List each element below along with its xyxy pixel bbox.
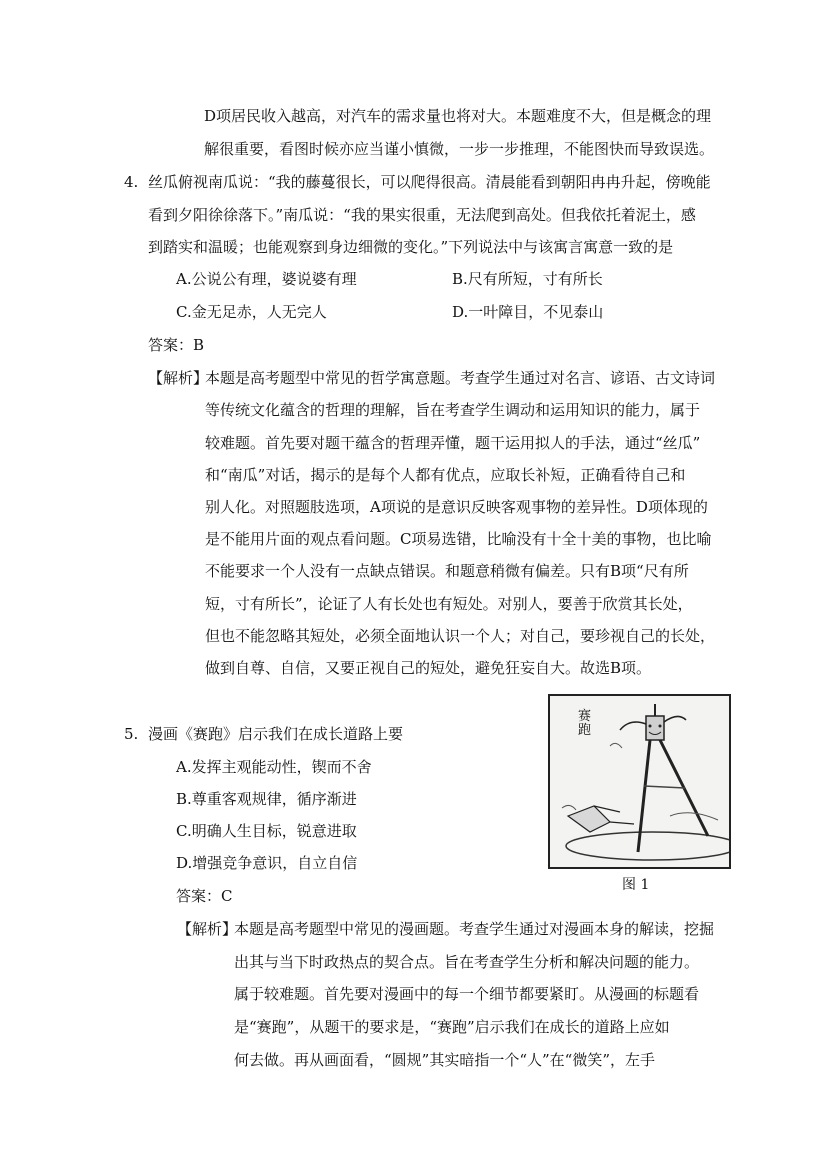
q4-option-d: D.一叶障目，不见泰山 (452, 303, 604, 321)
q3-analysis-line: D项居民收入越高，对汽车的需求量也将对大。本题难度不大，但是概念的理 (204, 107, 712, 125)
q5-option-a: A.发挥主观能动性，锲而不舍 (176, 758, 372, 776)
q5-analysis-line: 出其与当下时政热点的契合点。旨在考查学生分析和解决问题的能力。 (234, 953, 700, 971)
q4-analysis-line: 别人化。对照题肢选项，A项说的是意识反映客观事物的差异性。D项体现的 (205, 498, 708, 516)
q4-analysis-line: 但也不能忽略其短处，必须全面地认识一个人；对自己，要珍视自己的长处， (205, 627, 716, 645)
q4-number: 4. (124, 173, 139, 191)
q5-option-d: D.增强竞争意识，自立自信 (176, 854, 358, 872)
q5-analysis-label: 【解析】 (177, 920, 238, 938)
q5-stem: 漫画《赛跑》启示我们在成长道路上要 (148, 725, 404, 743)
q4-analysis-line: 较难题。首先要对题干蕴含的哲理弄懂，题干运用拟人的手法，通过“丝瓜” (205, 434, 701, 452)
q4-analysis-line: 和“南瓜”对话，揭示的是每个人都有优点，应取长补短，正确看待自己和 (205, 466, 686, 484)
q5-analysis-line: 是“赛跑”，从题干的要求是，“赛跑”启示我们在成长的道路上应如 (234, 1018, 670, 1036)
q4-analysis-line: 不能要求一个人没有一点缺点错误。和题意稍微有偏差。只有B项“尺有所 (205, 562, 689, 580)
cartoon-title: 赛跑 (578, 709, 592, 738)
q5-analysis-line: 本题是高考题型中常见的漫画题。考查学生通过对漫画本身的解读，挖掘 (234, 920, 715, 938)
q5-analysis-line: 何去做。再从画面看，“圆规”其实暗指一个“人”在“微笑”，左手 (234, 1051, 656, 1069)
q4-analysis-label: 【解析】 (148, 369, 209, 387)
q5-option-b: B.尊重客观规律，循序渐进 (176, 790, 357, 808)
q5-option-c: C.明确人生目标，锐意进取 (176, 822, 357, 840)
q4-answer: 答案：B (148, 336, 205, 354)
q4-option-c: C.金无足赤，人无完人 (176, 303, 327, 321)
q5-answer: 答案：C (176, 887, 233, 905)
q4-analysis-line: 本题是高考题型中常见的哲学寓意题。考查学生通过对名言、谚语、古文诗词 (205, 369, 716, 387)
q4-analysis-line: 是不能用片面的观点看问题。C项易选错，比喻没有十全十美的事物，也比喻 (205, 530, 712, 548)
q4-analysis-line: 等传统文化蕴含的哲理的理解，旨在考查学生调动和运用知识的能力，属于 (205, 401, 701, 419)
compass-runner-drawing (550, 696, 729, 867)
q4-stem-line: 到踏实和温暖；也能观察到身边细微的变化。”下列说法中与该寓言寓意一致的是 (148, 238, 674, 256)
q4-analysis-line: 短，寸有所长”，论证了人有长处也有短处。对别人，要善于欣赏其长处， (205, 595, 693, 613)
cartoon-race-figure (548, 694, 731, 869)
figure-caption: 图 1 (622, 877, 650, 893)
q4-stem-line: 看到夕阳徐徐落下。”南瓜说：“我的果实很重，无法爬到高处。但我依托着泥土，感 (148, 206, 696, 224)
q4-option-b: B.尺有所短，寸有所长 (452, 270, 603, 288)
q3-analysis-line: 解很重要，看图时候亦应当谨小慎微，一步一步推理，不能图快而导致误选。 (204, 140, 715, 158)
q4-stem-line: 丝瓜俯视南瓜说：“我的藤蔓很长，可以爬得很高。清晨能看到朝阳冉冉升起，傍晚能 (148, 173, 711, 191)
q5-number: 5. (124, 725, 139, 743)
q4-option-a: A.公说公有理，婆说婆有理 (176, 270, 357, 288)
q5-analysis-line: 属于较难题。首先要对漫画中的每一个细节都要紧盯。从漫画的标题看 (234, 985, 700, 1003)
q4-analysis-line: 做到自尊、自信，又要正视自己的短处，避免狂妄自大。故选B项。 (205, 659, 652, 677)
